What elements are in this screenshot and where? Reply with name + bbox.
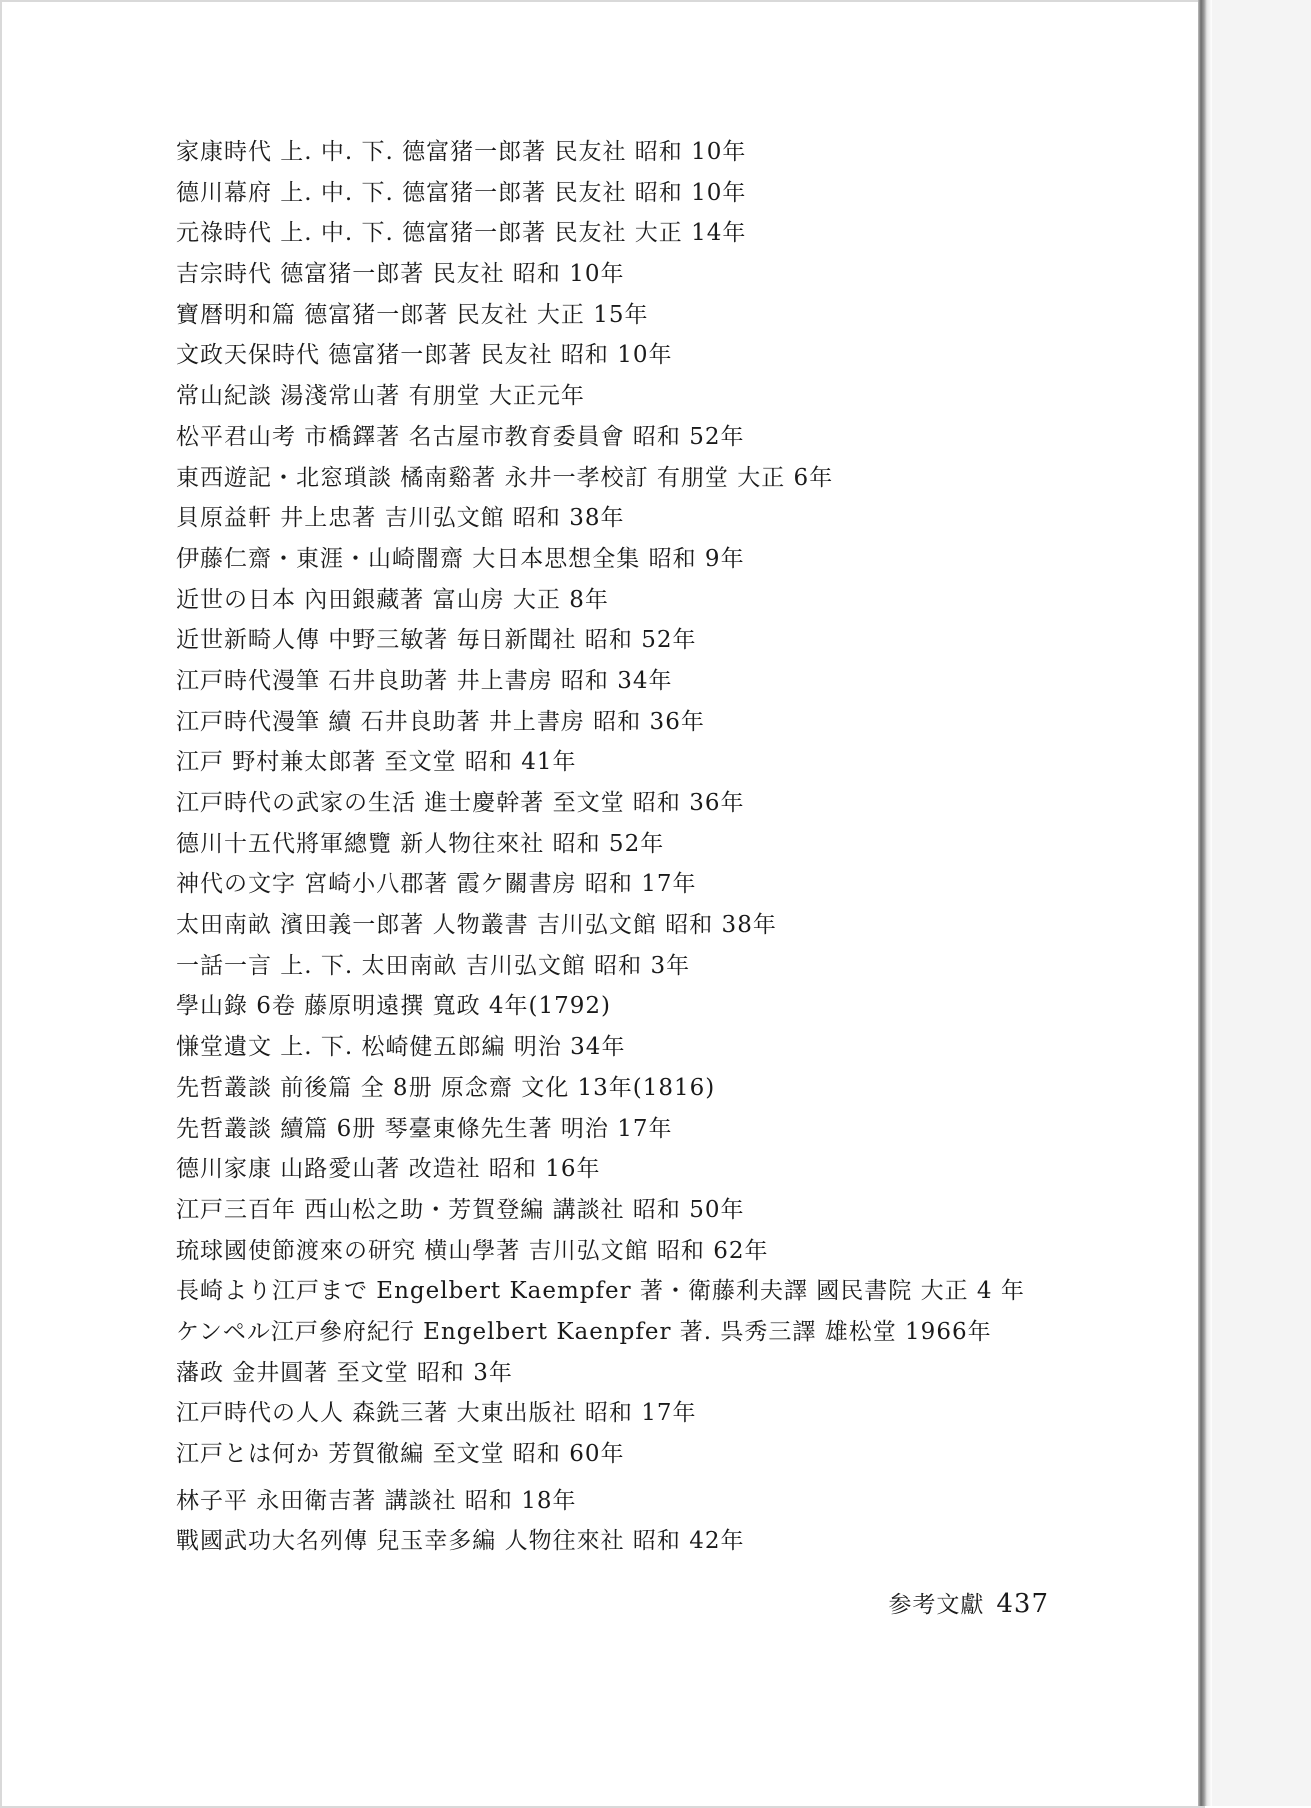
bibliography-entry: 元祿時代 上. 中. 下. 德富猪一郎著 民友社 大正 14年: [176, 220, 747, 247]
bibliography-entry: 太田南畝 濱田義一郎著 人物叢書 吉川弘文館 昭和 38年: [176, 912, 777, 939]
bibliography-entry: 林子平 永田衛吉著 講談社 昭和 18年: [176, 1487, 577, 1514]
bibliography-entry: 慊堂遺文 上. 下. 松崎健五郎編 明治 34年: [176, 1034, 626, 1061]
bibliography-entry: 德川幕府 上. 中. 下. 德富猪一郎著 民友社 昭和 10年: [176, 179, 747, 206]
bibliography-entry: 江戸時代の武家の生活 進士慶幹著 至文堂 昭和 36年: [176, 790, 745, 816]
bibliography-entry: 松平君山考 市橋鐸著 名古屋市教育委員會 昭和 52年: [176, 423, 745, 450]
bibliography-entry: 先哲叢談 前後篇 全 8册 原念齋 文化 13年(1816): [176, 1074, 716, 1101]
bibliography-entry: 學山錄 6卷 藤原明遠撰 寬政 4年(1792): [176, 993, 611, 1020]
bibliography-entry: 東西遊記・北窓瑣談 橘南谿著 永井一孝校訂 有朋堂 大正 6年: [176, 464, 834, 491]
bibliography-entry: 江戸 野村兼太郎著 至文堂 昭和 41年: [176, 749, 577, 776]
page-number: 437: [996, 1589, 1049, 1619]
bibliography-list: [176, 132, 1025, 1562]
bibliography-entry: 近世の日本 內田銀藏著 富山房 大正 8年: [176, 586, 609, 613]
bibliography-entry: 江戸時代漫筆 續 石井良助著 井上書房 昭和 36年: [176, 708, 705, 735]
bibliography-entry: 長崎より江戸まで Engelbert Kaempfer 著・衛藤利夫譯 國民書院 大正 4 年: [176, 1278, 1025, 1305]
bibliography-entry: 寶暦明和篇 德富猪一郎著 民友社 大正 15年: [176, 301, 649, 328]
bibliography-entry: 戰國武功大名列傳 兒玉幸多編 人物往來社 昭和 42年: [176, 1528, 745, 1555]
bibliography-entry: 吉宗時代 德富猪一郎著 民友社 昭和 10年: [176, 261, 625, 288]
page-footer: [888, 1586, 1049, 1619]
bibliography-entry: ケンペル江戸參府紀行 Engelbert Kaenpfer 著. 呉秀三譯 雄松堂 1966年: [176, 1318, 992, 1345]
bibliography-entry: 伊藤仁齋・東涯・山崎闇齋 大日本思想全集 昭和 9年: [176, 545, 745, 572]
bibliography-entry: 家康時代 上. 中. 下. 德富猪一郎著 民友社 昭和 10年: [176, 139, 747, 165]
bibliography-entry: 近世新畸人傳 中野三敏著 毎日新聞社 昭和 52年: [176, 627, 697, 654]
bibliography-entry: 常山紀談 湯淺常山著 有朋堂 大正元年: [176, 383, 585, 410]
scan-margin: [1212, 0, 1311, 1806]
bibliography-entry: 神代の文字 宮崎小八郡著 霞ケ關書房 昭和 17年: [176, 871, 697, 898]
bibliography-entry: 藩政 金井圓著 至文堂 昭和 3年: [176, 1359, 513, 1386]
bibliography-entry: 江戸とは何か 芳賀徹編 至文堂 昭和 60年: [176, 1441, 625, 1467]
bibliography-entry: 德川十五代將軍總覽 新人物往來社 昭和 52年: [176, 830, 665, 857]
bibliography-entry: 江戸時代漫筆 石井良助著 井上書房 昭和 34年: [176, 667, 673, 694]
bibliography-entry: 江戸時代の人人 森銑三著 大東出版社 昭和 17年: [176, 1400, 697, 1427]
bibliography-entry: 琉球國使節渡來の研究 横山學著 吉川弘文館 昭和 62年: [176, 1237, 769, 1264]
bibliography-entry: 江戸三百年 西山松之助・芳賀登編 講談社 昭和 50年: [176, 1196, 745, 1223]
running-footer-title: 参考文獻: [888, 1592, 985, 1618]
page-edge-shadow: [1198, 0, 1212, 1806]
bibliography-entry: 一話一言 上. 下. 太田南畝 吉川弘文館 昭和 3年: [176, 952, 691, 979]
bibliography-entry: 貝原益軒 井上忠著 吉川弘文館 昭和 38年: [176, 505, 625, 532]
bibliography-entry: 德川家康 山路愛山著 改造社 昭和 16年: [176, 1156, 601, 1183]
bibliography-entry: 先哲叢談 續篇 6册 琴臺東條先生著 明治 17年: [176, 1115, 673, 1142]
bibliography-entry: 文政天保時代 德富猪一郎著 民友社 昭和 10年: [176, 342, 673, 369]
